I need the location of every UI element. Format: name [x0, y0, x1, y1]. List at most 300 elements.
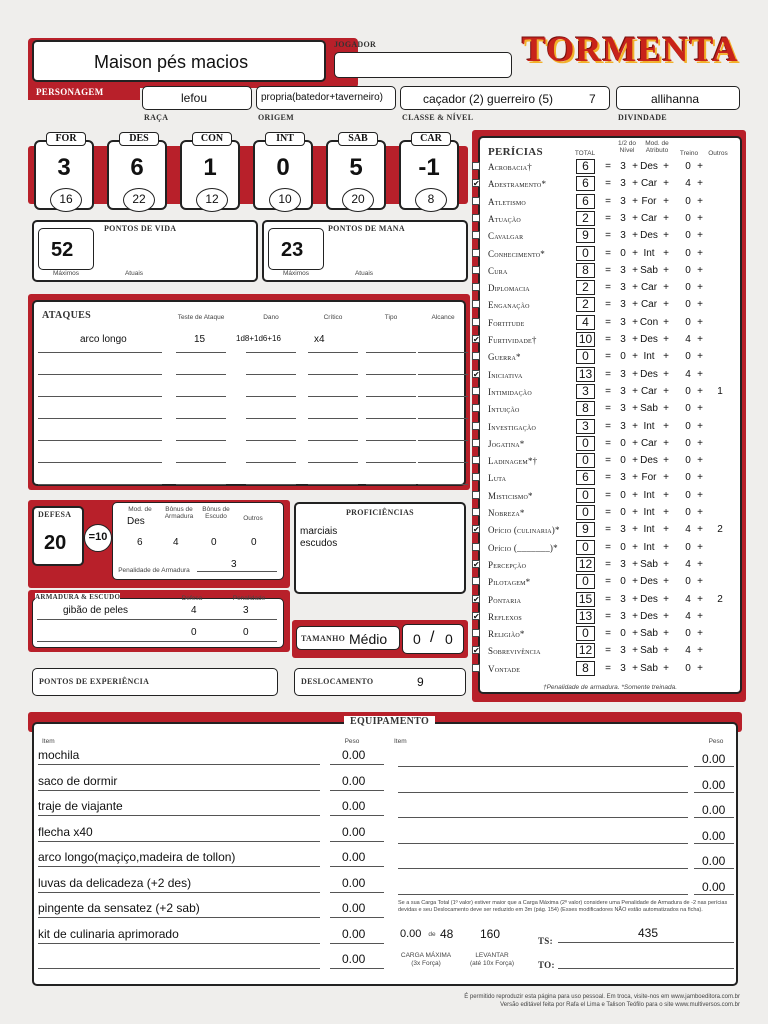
skill-train[interactable]: 0	[685, 455, 691, 467]
skill-train[interactable]: 4	[685, 610, 691, 622]
skill-name: Percepção	[488, 559, 527, 570]
armor-name[interactable]: gibão de peles	[63, 605, 129, 616]
prof-line1[interactable]: marciais	[300, 526, 338, 537]
equals-sign: =	[605, 351, 611, 363]
def-penalty-label: Penalidade de Armadura	[118, 567, 190, 574]
equipment-item-name[interactable]: mochila	[38, 748, 80, 762]
equipment-line	[398, 868, 688, 869]
attacks-box	[32, 300, 466, 486]
plus-sign: +	[697, 472, 703, 484]
skill-total[interactable]: 6	[576, 194, 595, 209]
skill-train[interactable]: 4	[685, 558, 691, 570]
plus-sign: +	[663, 212, 669, 224]
skill-trained-checkbox[interactable]	[472, 249, 480, 257]
skill-attr: Des	[640, 593, 658, 605]
plus-sign: +	[697, 351, 703, 363]
skills-mod-label: Mod. de Atributo	[645, 140, 669, 154]
plus-sign: +	[632, 593, 638, 605]
attack-line	[308, 484, 358, 485]
skill-train[interactable]: 0	[685, 351, 691, 363]
equipment-item-name[interactable]: kit de culinaria aprimorado	[38, 926, 179, 941]
attack-line	[366, 418, 416, 419]
skill-train[interactable]: 0	[685, 420, 691, 432]
skill-attr: For	[641, 195, 657, 207]
skill-total[interactable]: 13	[576, 367, 595, 382]
equipment-line	[330, 790, 384, 791]
skill-row	[486, 193, 742, 210]
equipment-item-name[interactable]: pingente da sensatez (+2 sab)	[38, 901, 200, 915]
skill-trained-checkbox[interactable]	[472, 283, 480, 291]
race-field[interactable]	[142, 86, 252, 110]
armor-pen[interactable]: 0	[243, 627, 249, 638]
skill-train[interactable]: 0	[685, 628, 691, 640]
def-armor[interactable]: 4	[173, 537, 179, 548]
equipment-item-name[interactable]: arco longo(maçiço,madeira de tollon)	[38, 850, 236, 864]
size-label: TAMANHO	[301, 634, 346, 643]
equipment-item-weight[interactable]: 0.00	[342, 748, 366, 762]
attack-damage[interactable]: 1d8+1d6+16	[236, 334, 281, 343]
equipment-item-weight[interactable]: 0.00	[702, 828, 726, 843]
equals-sign: =	[605, 507, 611, 518]
hp-max-box[interactable]	[38, 228, 94, 270]
attack-line	[176, 440, 226, 441]
skill-train[interactable]: 0	[685, 489, 691, 501]
equipment-item-weight[interactable]: 0.00	[342, 901, 366, 915]
equipment-item-weight[interactable]: 0.00	[342, 850, 366, 864]
player-label: JOGADOR	[334, 40, 377, 49]
size-mod-box	[402, 624, 464, 654]
equipment-item-weight[interactable]: 0.00	[342, 773, 366, 788]
skill-attr: Des	[640, 161, 658, 172]
skills-train-label: Treino	[679, 150, 699, 157]
skill-trained-checkbox[interactable]: ✔	[473, 646, 480, 656]
equipment-item-name[interactable]: luvas da delicadeza (+2 des)	[38, 875, 192, 890]
skill-trained-checkbox[interactable]	[472, 422, 480, 430]
skill-total[interactable]: 13	[576, 609, 595, 624]
attack-line	[176, 374, 226, 375]
skill-name: Investigação	[488, 421, 537, 432]
skill-row	[486, 279, 742, 296]
attr-value[interactable]: 3	[57, 154, 71, 181]
attack-line	[176, 352, 226, 353]
attr-value[interactable]: 5	[349, 154, 363, 181]
lift-value[interactable]: 160	[480, 927, 501, 941]
skill-trained-checkbox[interactable]	[472, 266, 480, 274]
skill-half-level: 0	[620, 437, 626, 449]
skill-total[interactable]: 0	[576, 453, 595, 468]
skill-trained-checkbox[interactable]	[472, 214, 480, 222]
skill-train[interactable]: 0	[685, 230, 691, 242]
plus-sign: +	[663, 178, 669, 190]
plus-sign: +	[663, 368, 669, 380]
attack-line	[418, 418, 468, 419]
attr-score[interactable]: 8	[415, 188, 447, 212]
skill-total[interactable]: 3	[576, 419, 595, 434]
attr-value[interactable]: 1	[203, 154, 217, 181]
defense-label: DEFESA	[38, 510, 72, 519]
equals-sign: =	[605, 420, 611, 432]
skill-trained-checkbox[interactable]	[472, 162, 480, 170]
equipment-line	[330, 866, 384, 867]
skill-name: Pilotagem*	[488, 577, 531, 588]
equipment-line	[330, 815, 384, 816]
skill-train[interactable]: 0	[685, 316, 691, 328]
def-mod[interactable]: 6	[137, 537, 143, 548]
equipment-item-weight[interactable]: 0.00	[342, 926, 366, 941]
plus-sign: +	[697, 195, 703, 207]
plus-sign: +	[632, 351, 638, 363]
skill-trained-checkbox[interactable]	[472, 352, 480, 360]
plus-sign: +	[663, 472, 669, 484]
skill-total[interactable]: 0	[576, 540, 595, 555]
attack-line	[38, 396, 162, 397]
equipment-item-weight[interactable]: 0.00	[702, 854, 726, 868]
skill-half-level: 3	[620, 334, 626, 345]
load-max[interactable]: 48	[440, 927, 454, 941]
skill-half-level: 3	[620, 230, 626, 242]
skill-total[interactable]: 9	[576, 522, 595, 537]
attack-line	[176, 484, 226, 485]
plus-sign: +	[632, 455, 638, 467]
equipment-item-name[interactable]: saco de dormir	[38, 773, 118, 788]
deity-field[interactable]	[616, 86, 740, 110]
skill-row	[486, 348, 742, 365]
equipment-line	[330, 968, 384, 969]
attack-name[interactable]: arco longo	[80, 334, 127, 345]
skill-train[interactable]: 0	[685, 541, 691, 553]
equipment-item-weight[interactable]: 0.00	[342, 875, 366, 890]
skill-attr: Car	[640, 385, 658, 397]
skill-trained-checkbox[interactable]: ✔	[473, 335, 480, 344]
xp-label: PONTOS DE EXPERIÊNCIA	[39, 677, 150, 686]
skill-row	[486, 573, 742, 590]
skill-total[interactable]: 6	[576, 159, 595, 174]
skill-total[interactable]: 8	[576, 401, 595, 416]
skill-train[interactable]: 0	[685, 282, 691, 294]
attack-line	[38, 352, 162, 353]
skill-name: Acrobacia†	[488, 162, 533, 172]
skills-total-label: TOTAL	[574, 150, 596, 157]
equipment-item-weight[interactable]: 0.00	[702, 803, 726, 817]
equipment-line	[330, 841, 384, 842]
skill-train[interactable]: 0	[685, 576, 691, 588]
size-b[interactable]: 0	[445, 631, 453, 647]
equipment-line	[38, 943, 320, 944]
skill-total[interactable]: 12	[576, 557, 595, 572]
skill-name: Intuição	[488, 404, 520, 415]
level-value: 7	[589, 92, 596, 106]
skill-half-level: 0	[620, 455, 626, 467]
plus-sign: +	[697, 524, 703, 536]
max-label: CARGA MÁXIMA	[400, 952, 452, 959]
equals-sign: =	[605, 385, 611, 397]
skill-other[interactable]: 2	[717, 524, 723, 536]
def-shield[interactable]: 0	[211, 537, 217, 548]
defense-value-box	[32, 506, 84, 566]
plus-sign: +	[632, 576, 638, 588]
skill-train[interactable]: 0	[685, 161, 691, 172]
skill-trained-checkbox[interactable]	[472, 300, 480, 308]
skill-half-level: 0	[620, 489, 626, 501]
plus-sign: +	[663, 299, 669, 311]
skill-name: Adestramento*	[488, 179, 547, 190]
skill-train[interactable]: 0	[685, 662, 691, 674]
plus-sign: +	[632, 161, 638, 172]
skill-other[interactable]: 1	[717, 385, 723, 397]
skill-total[interactable]: 15	[576, 592, 595, 607]
tormenta-logo: TORMENTA	[522, 29, 739, 69]
attr-value[interactable]: 6	[130, 154, 144, 181]
plus-sign: +	[632, 437, 638, 449]
skill-train[interactable]: 0	[685, 264, 691, 276]
skill-train[interactable]: 0	[685, 437, 691, 449]
skill-attr: Sab	[640, 403, 658, 415]
attack-col-label: Dano	[263, 314, 279, 321]
equipment-item-weight[interactable]: 0.00	[342, 952, 366, 966]
skill-trained-checkbox[interactable]	[472, 629, 480, 637]
skills-label: PERÍCIAS	[488, 146, 543, 158]
plus-sign: +	[663, 230, 669, 242]
skill-total[interactable]: 0	[576, 574, 595, 589]
origin-value: propria(batedor+taverneiro)	[261, 92, 384, 103]
plus-sign: +	[632, 316, 638, 328]
skill-total[interactable]: 6	[576, 176, 595, 191]
skill-half-level: 3	[620, 212, 626, 224]
prof-line2[interactable]: escudos	[300, 538, 338, 549]
armor-def[interactable]: 0	[191, 627, 197, 638]
skill-total[interactable]: 12	[576, 643, 595, 658]
skill-total[interactable]: 6	[576, 470, 595, 485]
race-value: lefou	[181, 91, 208, 105]
attack-line	[308, 396, 358, 397]
skill-total[interactable]: 0	[576, 505, 595, 520]
skill-trained-checkbox[interactable]: ✔	[473, 611, 480, 621]
skill-name: Fortitude	[488, 317, 525, 328]
mp-box	[262, 220, 468, 282]
skill-half-level: 3	[620, 524, 626, 536]
skill-total[interactable]: 4	[576, 315, 595, 330]
equipment-line	[330, 943, 384, 944]
size-value[interactable]: Médio	[349, 631, 388, 647]
skill-train[interactable]: 0	[685, 472, 691, 484]
skill-total[interactable]: 2	[576, 297, 595, 312]
skill-trained-checkbox[interactable]: ✔	[473, 594, 480, 604]
attr-value[interactable]: -1	[418, 154, 440, 181]
mp-max-box[interactable]	[268, 228, 324, 270]
def-armor-label: Bônus de Armadura	[164, 506, 194, 520]
skill-row	[486, 383, 742, 400]
skill-total[interactable]: 0	[576, 246, 595, 261]
attack-test[interactable]: 15	[194, 334, 206, 345]
skill-attr: Des	[640, 610, 658, 622]
equipment-line	[694, 766, 734, 767]
skill-other[interactable]: 2	[717, 593, 723, 605]
skill-train[interactable]: 4	[685, 368, 691, 380]
equipment-line	[398, 792, 688, 793]
character-name[interactable]: Maison pés macios	[94, 52, 249, 72]
equals-sign: =	[605, 472, 611, 484]
skill-total[interactable]: 0	[576, 488, 595, 503]
skill-total[interactable]: 9	[576, 228, 595, 243]
skill-trained-checkbox[interactable]	[472, 664, 480, 672]
equipment-item-name[interactable]: traje de viajante	[38, 799, 123, 813]
skill-train[interactable]: 0	[685, 299, 691, 311]
origin-field[interactable]	[256, 86, 396, 110]
equals-sign: =	[605, 282, 611, 294]
skill-trained-checkbox[interactable]	[472, 404, 480, 412]
attr-tag: DES	[119, 132, 159, 146]
skill-name: Sobrevivência	[488, 646, 541, 657]
skill-name: Ofício (culinaria)*	[488, 525, 560, 536]
skill-train[interactable]: 0	[685, 385, 691, 397]
skill-trained-checkbox[interactable]: ✔	[473, 525, 480, 535]
skill-trained-checkbox[interactable]: ✔	[473, 369, 480, 379]
skill-train[interactable]: 4	[685, 334, 691, 345]
skill-half-level: 3	[620, 316, 626, 328]
plus-sign: +	[632, 628, 638, 640]
plus-sign: +	[697, 230, 703, 242]
plus-sign: +	[632, 610, 638, 622]
skill-name: Luta	[488, 473, 507, 484]
skill-train[interactable]: 4	[685, 645, 691, 657]
skill-train[interactable]: 0	[685, 212, 691, 224]
equipment-item-name[interactable]: flecha x40	[38, 824, 93, 839]
skill-total[interactable]: 8	[576, 263, 595, 278]
attack-line	[418, 440, 468, 441]
skill-trained-checkbox[interactable]	[472, 473, 480, 481]
attr-score[interactable]: 10	[269, 188, 301, 212]
skill-trained-checkbox[interactable]	[472, 491, 480, 499]
equipment-item-weight[interactable]: 0.00	[342, 824, 366, 839]
skill-trained-checkbox[interactable]	[472, 439, 480, 447]
def-shield-label: Bônus de Escudo	[202, 506, 230, 520]
equals-sign: =	[605, 662, 611, 674]
class-label: CLASSE & NÍVEL	[402, 113, 474, 122]
skill-name: Atuação	[488, 213, 521, 224]
equals-sign: =	[605, 576, 611, 588]
equipment-label: EQUIPAMENTO	[344, 716, 435, 727]
attack-crit[interactable]: x4	[314, 334, 325, 345]
skill-trained-checkbox[interactable]	[472, 508, 480, 516]
load-total[interactable]: 0.00	[400, 928, 422, 940]
class-field[interactable]	[400, 86, 610, 110]
skill-name: Nobreza*	[488, 508, 525, 518]
skill-total[interactable]: 0	[576, 349, 595, 364]
ts-value[interactable]: 435	[638, 926, 659, 940]
skill-total[interactable]: 8	[576, 661, 595, 676]
skill-train[interactable]: 4	[685, 178, 691, 190]
skill-trained-checkbox[interactable]	[472, 543, 480, 551]
plus-sign: +	[663, 420, 669, 432]
defense-value[interactable]: 20	[44, 532, 67, 554]
equipment-item-weight[interactable]: 0.00	[342, 799, 366, 813]
skill-trained-checkbox[interactable]: ✔	[473, 559, 480, 569]
skill-attr: Int	[643, 420, 655, 432]
player-field[interactable]	[334, 52, 512, 78]
attr-score[interactable]: 20	[342, 188, 374, 212]
attr-int-box	[253, 133, 313, 210]
attr-score[interactable]: 22	[123, 188, 155, 212]
skill-train[interactable]: 0	[685, 247, 691, 259]
skill-attr: Des	[640, 368, 658, 380]
skill-half-level: 3	[620, 558, 626, 570]
plus-sign: +	[697, 593, 703, 605]
armor-def[interactable]: 4	[191, 605, 197, 616]
attack-line	[38, 374, 162, 375]
class-value: caçador (2) guerreiro (5)	[423, 92, 554, 106]
move-value[interactable]: 9	[417, 675, 424, 689]
skill-attr: Sab	[640, 264, 658, 276]
attr-sab-box	[326, 133, 386, 210]
skill-attr: Int	[643, 489, 655, 501]
skill-train[interactable]: 0	[685, 403, 691, 415]
equipment-line	[694, 843, 734, 844]
skill-train[interactable]: 0	[685, 195, 691, 207]
skill-trained-checkbox[interactable]	[472, 318, 480, 326]
skill-row	[486, 245, 742, 262]
skill-trained-checkbox[interactable]	[472, 577, 480, 585]
equipment-item-weight[interactable]: 0.00	[702, 777, 726, 792]
equipment-line	[330, 764, 384, 765]
skill-train[interactable]: 4	[685, 593, 691, 605]
def-others[interactable]: 0	[251, 537, 257, 548]
equals-sign: =	[605, 299, 611, 311]
skill-total[interactable]: 10	[576, 332, 595, 347]
attr-score[interactable]: 12	[196, 188, 228, 212]
proficiencies-box	[294, 502, 466, 594]
plus-sign: +	[632, 558, 638, 570]
size-a[interactable]: 0	[413, 631, 421, 647]
attr-score[interactable]: 16	[50, 188, 82, 212]
skill-train[interactable]: 4	[685, 524, 691, 536]
def-penalty[interactable]: 3	[231, 559, 237, 570]
equipment-item-weight[interactable]: 0.00	[702, 752, 726, 766]
skill-row	[486, 625, 742, 642]
plus-sign: +	[663, 541, 669, 553]
skill-trained-checkbox[interactable]: ✔	[473, 179, 480, 189]
lift-sub: (até 10x Força)	[469, 960, 515, 967]
skill-attr: Con	[639, 316, 659, 328]
skill-trained-checkbox[interactable]	[472, 231, 480, 239]
attr-des-box	[107, 133, 167, 210]
equipment-item-weight[interactable]: 0.00	[702, 879, 726, 894]
skill-trained-checkbox[interactable]	[472, 456, 480, 464]
skill-total[interactable]: 0	[576, 436, 595, 451]
skill-half-level: 0	[620, 247, 626, 259]
skill-half-level: 3	[620, 472, 626, 484]
skill-half-level: 3	[620, 161, 626, 172]
skill-train[interactable]: 0	[685, 507, 691, 518]
skill-trained-checkbox[interactable]	[472, 387, 480, 395]
armor-pen[interactable]: 3	[243, 605, 249, 616]
skill-total[interactable]: 0	[576, 626, 595, 641]
skill-trained-checkbox[interactable]	[472, 197, 480, 205]
skill-total[interactable]: 2	[576, 211, 595, 226]
skill-name: Diplomacia	[488, 283, 530, 294]
equals-sign: =	[605, 230, 611, 242]
attr-value[interactable]: 0	[276, 154, 290, 181]
plus-sign: +	[632, 178, 638, 190]
skills-footnote: †Penalidade de armadura. *Somente treinada.	[542, 684, 678, 691]
plus-sign: +	[697, 161, 703, 172]
skill-total[interactable]: 3	[576, 384, 595, 399]
skill-total[interactable]: 2	[576, 280, 595, 295]
attr-tag: FOR	[46, 132, 86, 146]
attack-line	[418, 396, 468, 397]
skill-half-level: 0	[620, 628, 626, 640]
plus-sign: +	[632, 541, 638, 553]
skill-half-level: 3	[620, 195, 626, 207]
